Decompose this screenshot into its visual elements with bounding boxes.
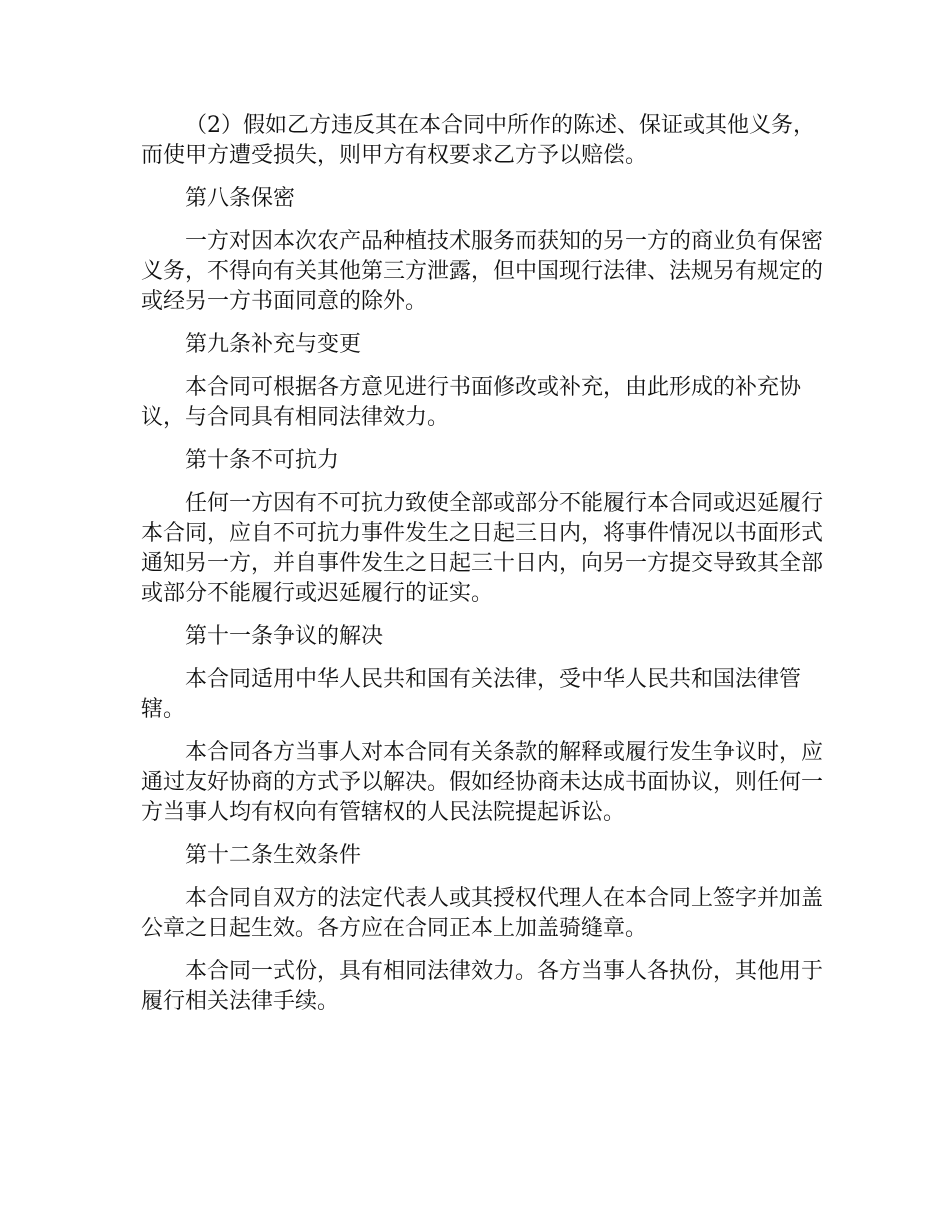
clause-paragraph: 一方对因本次农产品种植技术服务而获知的另一方的商业负有保密义务，不得向有关其他第三方泄露，但中国现行法律、法规另有规定的或经另一方书面同意的除外。 [141,229,824,314]
clause-paragraph: 本合同各方当事人对本合同有关条款的解释或履行发生争议时，应通过友好协商的方式予以解决。假如经协商未达成书面协议，则任何一方当事人均有权向有管辖权的人民法院提起诉讼。 [141,740,824,825]
document-body [141,111,831,1030]
clause-paragraph: 任何一方因有不可抗力致使全部或部分不能履行本合同或迟延履行本合同，应自不可抗力事件发生之日起三日内，将事件情况以书面形式通知另一方，并自事件发生之日起三十日内，向另一方提交导致其全部或部分不能履行或迟延履行的证实。 [141,491,824,606]
clause-heading-force-majeure: 第十条不可抗力 [185,448,340,473]
clause-paragraph: 本合同适用中华人民共和国有关法律，受中华人民共和国法律管辖。 [141,667,802,722]
clause-paragraph: （2）假如乙方违反其在本合同中所作的陈述、保证或其他义务，而使甲方遭受损失，则甲方有权要求乙方予以赔偿。 [141,113,815,168]
clause-heading-confidentiality: 第八条保密 [185,186,296,211]
clause-heading-dispute-resolution: 第十一条争议的解决 [185,624,384,649]
clause-paragraph: 本合同可根据各方意见进行书面修改或补充，由此形成的补充协议，与合同具有相同法律效力。 [141,375,802,430]
clause-heading-effectiveness: 第十二条生效条件 [185,843,362,868]
clause-paragraph: 本合同一式份，具有相同法律效力。各方当事人各执份，其他用于履行相关法律手续。 [141,959,824,1014]
clause-heading-amendment: 第九条补充与变更 [185,332,362,357]
clause-paragraph: 本合同自双方的法定代表人或其授权代理人在本合同上签字并加盖公章之日起生效。各方应在合同正本上加盖骑缝章。 [141,886,824,941]
